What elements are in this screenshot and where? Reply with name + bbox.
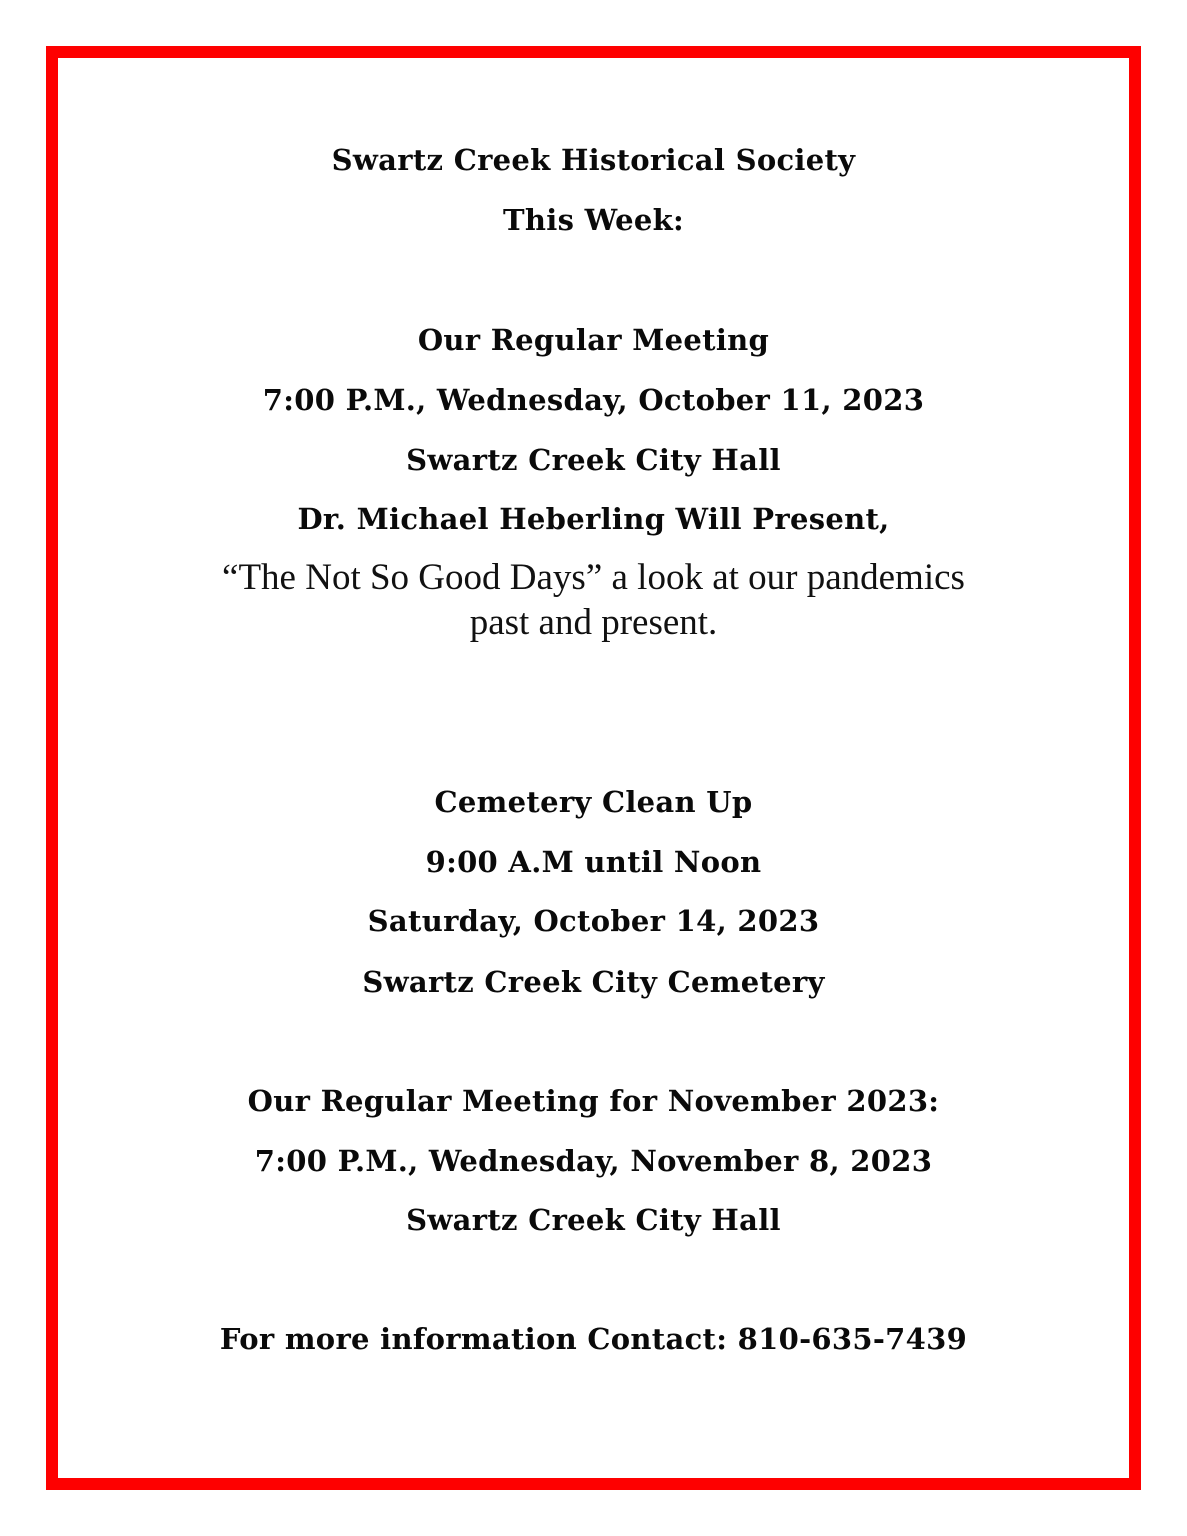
- october-meeting-presenter: Dr. Michael Heberling Will Present,: [297, 502, 890, 536]
- october-meeting-location: Swartz Creek City Hall: [406, 443, 781, 477]
- november-meeting-time-date: 7:00 P.M., Wednesday, November 8, 2023: [254, 1144, 933, 1178]
- october-meeting-topic-line1: “The Not So Good Days” a look at our pandemics: [222, 557, 965, 598]
- red-border-frame: [46, 46, 1141, 1490]
- october-meeting-time-date: 7:00 P.M., Wednesday, October 11, 2023: [262, 383, 925, 417]
- this-week-heading: This Week:: [502, 203, 684, 237]
- november-meeting-location: Swartz Creek City Hall: [406, 1203, 781, 1237]
- cemetery-cleanup-title: Cemetery Clean Up: [434, 785, 753, 819]
- cemetery-cleanup-location: Swartz Creek City Cemetery: [362, 965, 825, 999]
- contact-info: For more information Contact: 810-635-7439: [219, 1322, 968, 1356]
- cemetery-cleanup-date: Saturday, October 14, 2023: [367, 904, 820, 938]
- october-meeting-topic-line2: past and present.: [469, 602, 718, 643]
- cemetery-cleanup-time: 9:00 A.M until Noon: [425, 845, 762, 879]
- organization-title: Swartz Creek Historical Society: [331, 143, 856, 177]
- october-meeting-title: Our Regular Meeting: [417, 323, 770, 357]
- november-meeting-title: Our Regular Meeting for November 2023:: [247, 1084, 940, 1118]
